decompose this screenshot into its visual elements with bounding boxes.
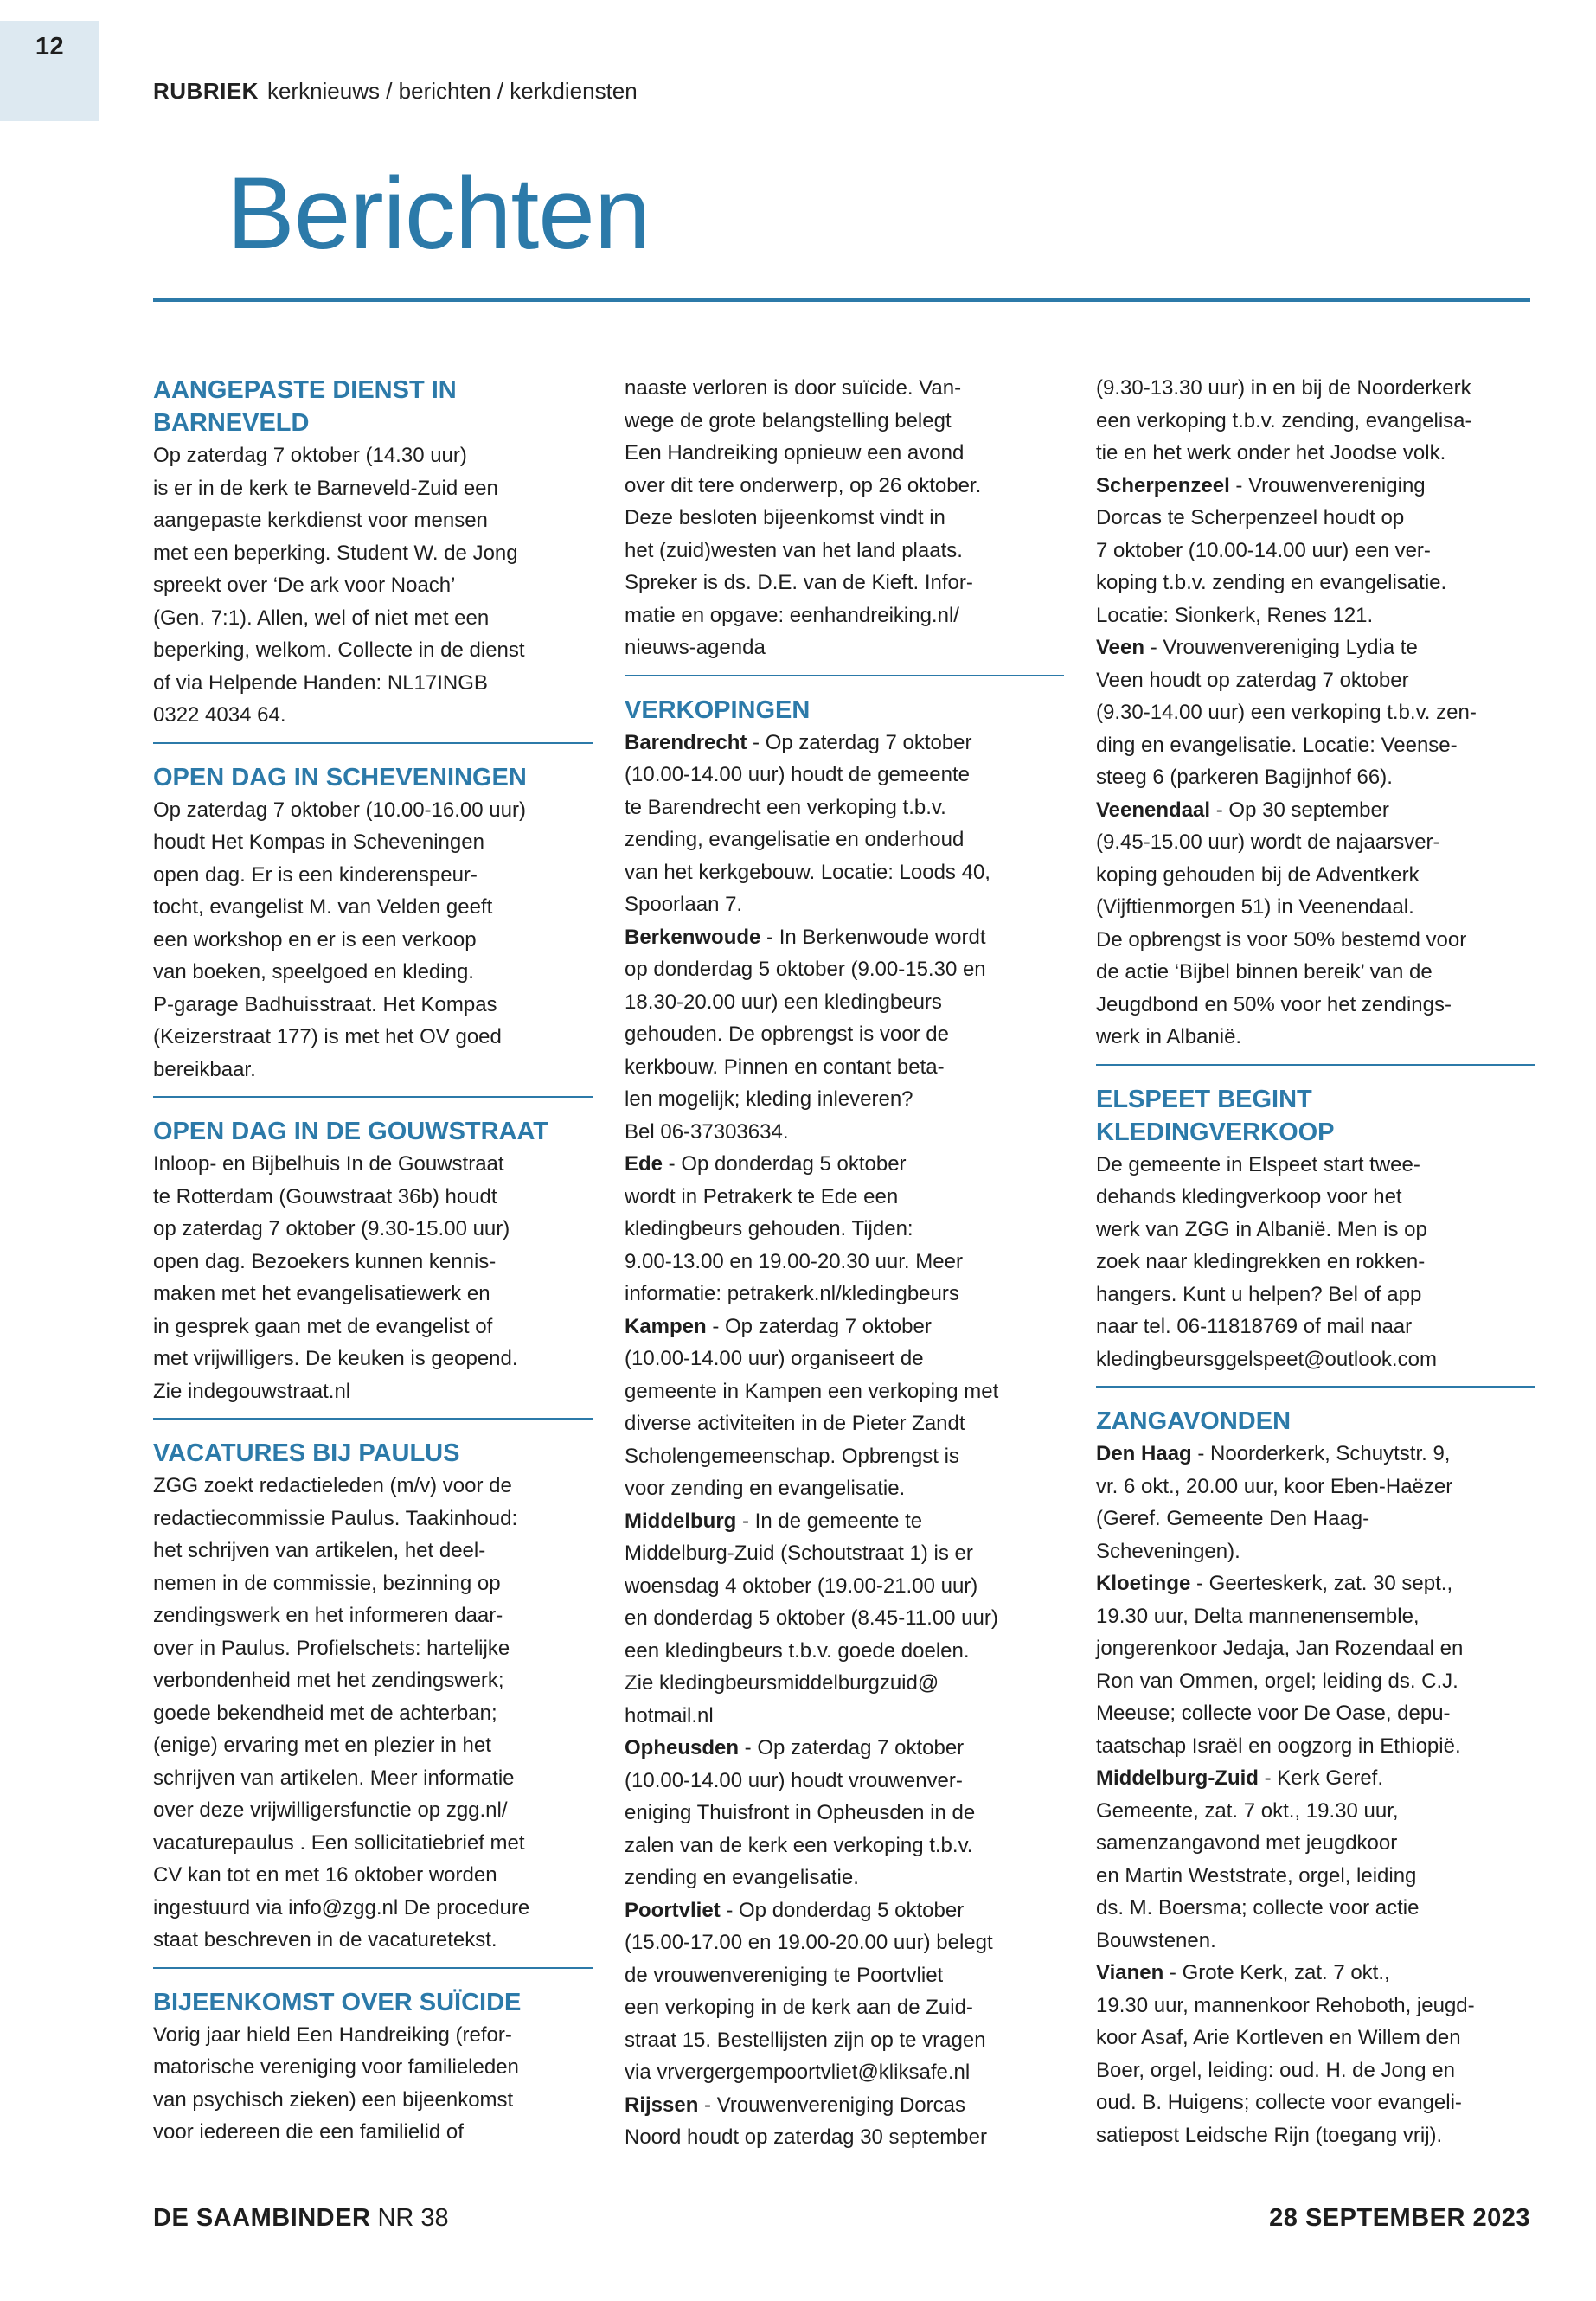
listing-scherpenzeel: Scherpenzeel - Vrouwenvereniging Dorcas te Scherpenzeel houdt op 7 oktober (10.00-14.00 uur) een ver- koping t.b.v. zending en evangelisatie. Locatie: Sionkerk, Renes 121. (1096, 473, 1447, 627)
listing-den-haag: Den Haag - Noorderkerk, Schuytstr. 9, vr. 6 okt., 20.00 uur, koor Eben-Haëzer (Geref. Gemeente Den Haag- Scheveningen). (1096, 1442, 1453, 1563)
section-divider (153, 1096, 593, 1098)
section-heading: AANGEPASTE DIENST IN BARNEVELD (153, 376, 457, 437)
rubriek-path: kerknieuws / berichten / kerkdiensten (266, 78, 638, 104)
section-heading: OPEN DAG IN DE GOUWSTRAAT (153, 1118, 549, 1145)
page-title: Berichten (227, 157, 651, 271)
section-body: Op zaterdag 7 oktober (10.00-16.00 uur) houdt Het Kompas in Scheveningen open dag. Er is een kinderenspeur- tocht, evangelist M. van Velden geeft een workshop en er is een verkoop van boeken, speelgoed en kleding. P-garage Badhuisstraat. Het Kompas (Keizerstraat 177) is met het OV goed bereikbaar. (153, 798, 526, 1081)
section-heading: VACATURES BIJ PAULUS (153, 1439, 460, 1467)
publication-name: DE SAAMBINDER (153, 2204, 371, 2232)
column-3 (1096, 372, 1535, 2151)
issue-number: NR 38 (377, 2204, 449, 2232)
section-divider (153, 742, 593, 744)
footer-date: 28 SEPTEMBER 2023 (1269, 2204, 1530, 2232)
section-divider (1096, 1386, 1535, 1388)
section-heading: ZANGAVONDEN (1096, 1407, 1292, 1435)
footer-publication (153, 2204, 449, 2233)
section-divider (153, 1418, 593, 1420)
section-body: Vorig jaar hield Een Handreiking (refor- matorische vereniging voor familieleden van psychisch zieken) een bijeenkomst voor iedereen die een familielid of (153, 2022, 519, 2144)
page-number: 12 (35, 33, 65, 61)
section-body: (9.30-13.30 uur) in en bij de Noorderkerk een verkoping t.b.v. zending, evangelisa- tie en het werk onder het Joodse volk. (1096, 376, 1472, 465)
section-heading: ELSPEET BEGINT KLEDINGVERKOOP (1096, 1085, 1335, 1146)
section-heading: BIJEENKOMST OVER SUÏCIDE (153, 1988, 522, 2016)
listing-veen: Veen - Vrouwenvereniging Lydia te Veen houdt op zaterdag 7 oktober (9.30-14.00 uur) een verkoping t.b.v. zen- ding en evangelisatie. Locatie: Veense- steeg 6 (parkeren Bagijnhof 66). (1096, 636, 1477, 789)
column-1 (153, 372, 593, 2149)
listing-veenendaal: Veenendaal - Op 30 september (9.45-15.00 uur) wordt de najaarsver- koping gehouden bij de Adventkerk (Vijftienmorgen 51) in Veenendaal. De opbrengst is voor 50% bestemd voor de actie ‘Bijbel binnen bereik’ van de Jeugdbond en 50% voor het zendings- werk in Albanië. (1096, 798, 1467, 1048)
section-body: Inloop- en Bijbelhuis In de Gouwstraat te Rotterdam (Gouwstraat 36b) houdt op zaterdag 7 oktober (9.30-15.00 uur) open dag. Bezoekers kunnen kennis- maken met het evangelisatiewerk en in gesprek gaan met de evangelist of met vrijwilligers. De keuken is geopend. Zie indegouwstraat.nl (153, 1152, 518, 1403)
section-body: Op zaterdag 7 oktober (14.30 uur) is er in de kerk te Barneveld-Zuid een aangepaste kerkdienst voor mensen met een beperking. Student W. de Jong spreekt over ‘De ark voor Noach’ (Gen. 7:1). Allen, wel of niet met een beperking, welkom. Collecte in de dienst of via Helpende Handen: NL17INGB 0322 4034 64. (153, 444, 525, 727)
title-rule (153, 298, 1530, 302)
rubriek-label: RUBRIEK (153, 78, 259, 104)
listing-vianen: Vianen - Grote Kerk, zat. 7 okt., 19.30 uur, mannenkoor Rehoboth, jeugd- koor Asaf, Arie Kortleven en Willem den Boer, orgel, leiding: oud. H. de Jong en oud. B. Huigens; collecte voor evangeli- satiepost Leidsche Rijn (toegang vrij). (1096, 1961, 1475, 2147)
listing-middelburg-zuid: Middelburg-Zuid - Kerk Geref. Gemeente, zat. 7 okt., 19.30 uur, samenzangavond met jeugdkoor en Martin Weststrate, orgel, leiding ds. M. Boersma; collecte voor actie Bouwstenen. (1096, 1766, 1420, 1952)
listing-opheusden: Opheusden - Op zaterdag 7 oktober (10.00-14.00 uur) houdt vrouwenver- eniging Thuisfront in Opheusden in de zalen van de kerk een verkoping t.b.v. zending en evangelisatie. (625, 1736, 976, 1889)
section-heading: OPEN DAG IN SCHEVENINGEN (153, 763, 527, 792)
listing-barendrecht: Barendrecht - Op zaterdag 7 oktober (10.00-14.00 uur) houdt de gemeente te Barendrecht een verkoping t.b.v. zending, evangelisatie en onderhoud van het kerkgebouw. Locatie: Loods 40, Spoorlaan 7. (625, 730, 990, 916)
listing-ede: Ede - Op donderdag 5 oktober wordt in Petrakerk te Ede een kledingbeurs gehouden. Tijden: 9.00-13.00 en 19.00-20.30 uur. Meer informatie: petrakerk.nl/kledingbeurs (625, 1152, 963, 1305)
listing-rijssen: Rijssen - Vrouwenvereniging Dorcas Noord houdt op zaterdag 30 september (625, 2093, 987, 2149)
section-body: ZGG zoekt redactieleden (m/v) voor de redactiecommissie Paulus. Taakinhoud: het schrijven van artikelen, het deel- nemen in de commissie, bezinning op zendingswerk en het informeren daar- over in Paulus. Profielschets: hartelijke verbondenheid met het zendingswerk; goede bekendheid met de achterban; (enige) ervaring met en plezier in het schrijven van artikelen. Meer informatie over deze vrijwilligersfunctie op zgg.nl/ vacaturepaulus . Een sollicitatiebrief met CV kan tot en met 16 oktober worden ingestuurd via info@zgg.nl De procedure staat beschreven in de vacaturetekst. (153, 1474, 530, 1952)
listing-poortvliet: Poortvliet - Op donderdag 5 oktober (15.00-17.00 en 19.00-20.00 uur) belegt de vrouwenvereniging te Poortvliet een verkoping in de kerk aan de Zuid- straat 15. Bestellijsten zijn op te vragen via vrvergergempoortvliet@kliksafe.nl (625, 1898, 993, 2084)
listing-berkenwoude: Berkenwoude - In Berkenwoude wordt op donderdag 5 oktober (9.00-15.30 en 18.30-20.00 uur) een kledingbeurs gehouden. De opbrengst is voor de kerkbouw. Pinnen en contant beta- len mogelijk; kleding inleveren? Bel 06-37303634. (625, 925, 986, 1144)
section-divider (625, 675, 1064, 676)
section-body: De gemeente in Elspeet start twee- dehands kledingverkoop voor het werk van ZGG in Albanië. Men is op zoek naar kledingrekken en rokken- hangers. Kunt u helpen? Bel of app naar tel. 06-11818769 of mail naar kledingbeursggelspeet@outlook.com (1096, 1152, 1437, 1371)
listing-kampen: Kampen - Op zaterdag 7 oktober (10.00-14.00 uur) organiseert de gemeente in Kampen een verkoping met diverse activiteiten in de Pieter Zandt Scholengemeenschap. Opbrengst is voor zending en evangelisatie. (625, 1314, 999, 1500)
listing-kloetinge: Kloetinge - Geerteskerk, zat. 30 sept., 19.30 uur, Delta mannenensemble, jongerenkoor Jedaja, Jan Rozendaal en Ron van Ommen, orgel; leiding ds. C.J. Meeuse; collecte voor De Oase, depu- taatschap Israël en oogzorg in Ethiopië. (1096, 1572, 1464, 1758)
column-2 (625, 372, 1064, 2154)
rubriek-header (153, 78, 638, 105)
section-body: naaste verloren is door suïcide. Van- wege de grote belangstelling belegt Een Handreiking opnieuw een avond over dit tere onderwerp, op 26 oktober. Deze besloten bijeenkomst vindt in het (zuid)westen van het land plaats. Spreker is ds. D.E. van de Kieft. Infor- matie en opgave: eenhandreiking.nl/ nieuws-agenda (625, 376, 982, 659)
section-divider (153, 1967, 593, 1969)
listing-middelburg: Middelburg - In de gemeente te Middelburg-Zuid (Schoutstraat 1) is er woensdag 4 oktober (19.00-21.00 uur) en donderdag 5 oktober (8.45-11.00 uur) een kledingbeurs t.b.v. goede doelen. Zie kledingbeursmiddelburgzuid@ hotmail.nl (625, 1509, 998, 1727)
section-divider (1096, 1064, 1535, 1066)
section-heading: VERKOPINGEN (625, 695, 811, 724)
